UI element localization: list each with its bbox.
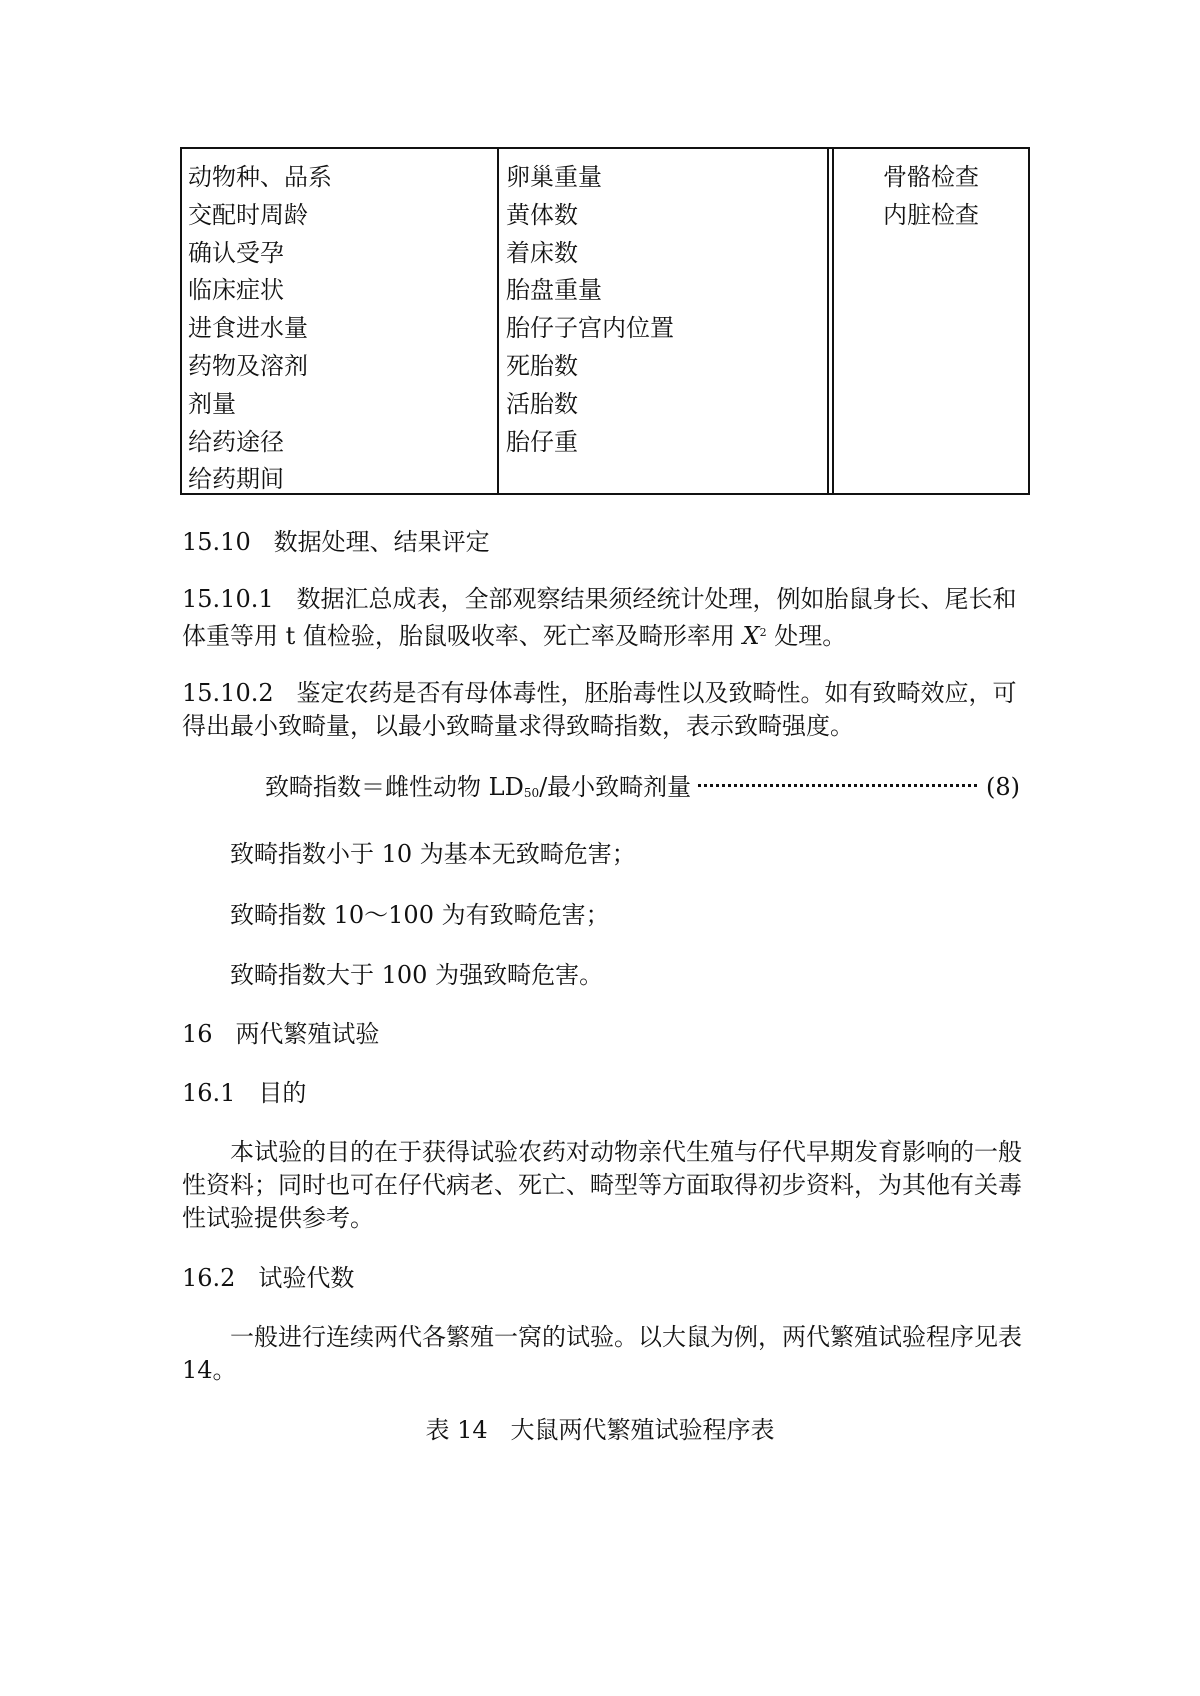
- section-title: 试验代数: [258, 1264, 355, 1292]
- section-heading-15-10: [182, 526, 1032, 559]
- section-number: 15.10.1: [182, 585, 274, 613]
- section-number: 16: [182, 1020, 213, 1048]
- table-cell: 活胎数: [506, 389, 578, 418]
- caption-label: 表 14: [425, 1416, 488, 1444]
- table-divider-2a: [827, 149, 829, 493]
- table-cell: 确认受孕: [188, 238, 284, 267]
- table-cell: 进食进水量: [188, 314, 308, 343]
- table-cell: 动物种、品系: [188, 163, 332, 191]
- section-number: 16.1: [182, 1079, 236, 1107]
- table-caption: [0, 1410, 1200, 1445]
- table-cell: 内脏检查: [883, 200, 979, 229]
- table-cell: 骨骼检查: [883, 163, 979, 191]
- table-cell: 给药途径: [188, 427, 284, 456]
- table-cell: 着床数: [506, 238, 578, 267]
- table-cell: 剂量: [188, 389, 236, 418]
- teratogenic-index-formula: [265, 770, 1020, 804]
- section-heading-16-2: [182, 1262, 1032, 1295]
- chi-square-symbol: X: [742, 622, 760, 650]
- ld-subscript: 50: [523, 786, 540, 800]
- criterion-2: 致畸指数 10～100 为有致畸危害；: [230, 901, 610, 929]
- section-heading-16-1: [182, 1077, 1032, 1110]
- paragraph-16-2: 一般进行连续两代各繁殖一窝的试验。以大鼠为例，两代繁殖试验程序见表 14。: [182, 1323, 1022, 1384]
- paragraph-16-1: 本试验的目的在于获得试验农药对动物亲代生殖与仔代早期发育影响的一般性资料；同时也可在仔代病老、死亡、畸型等方面取得初步资料，为其他有关毒性试验提供参考。: [182, 1138, 1022, 1232]
- paragraph-text: 鉴定农药是否有母体毒性，胚胎毒性以及致畸性。如有致畸效应，可得出最小致畸量，以最小致畸量求得致畸指数，表示致畸强度。: [182, 679, 1017, 740]
- section-title: 目的: [258, 1079, 307, 1107]
- table-column-3: [834, 159, 1028, 235]
- table-cell: 胎仔子宫内位置: [506, 314, 674, 343]
- table-cell: 卵巢重量: [506, 163, 602, 191]
- observation-table: [180, 147, 1030, 495]
- section-title: 两代繁殖试验: [235, 1020, 380, 1048]
- section-heading-16: [182, 1018, 1032, 1051]
- formula-expression: 致畸指数＝雌性动物 $LD_{50}/$最小致畸剂量: [265, 770, 697, 810]
- paragraph-15-10-2: [182, 677, 1032, 743]
- section-title: 数据处理、结果评定: [273, 528, 490, 556]
- paragraph-15-10-1: [182, 583, 1032, 653]
- table-cell: 胎盘重量: [506, 276, 602, 305]
- table-column-2: [506, 159, 674, 461]
- table-cell: 药物及溶剂: [188, 351, 308, 380]
- chi-square-exponent: 2: [759, 626, 767, 639]
- table-cell: 交配时周龄: [188, 200, 308, 229]
- paragraph-text: 数据汇总成表，全部观察结果须经统计处理，例如胎鼠身长、尾长和体重等用 t 值检验，胎鼠吸收率、死亡率及畸形率用: [182, 585, 1017, 650]
- table-column-1: [188, 159, 332, 499]
- table-cell: 胎仔重: [506, 427, 578, 456]
- table-cell: 给药期间: [188, 465, 284, 494]
- criterion-1: 致畸指数小于 10 为基本无致畸危害；: [230, 840, 636, 868]
- table-cell: 临床症状: [188, 276, 284, 305]
- paragraph-text: 处理。: [766, 622, 847, 650]
- section-number: 16.2: [182, 1264, 236, 1292]
- section-number: 15.10.2: [182, 679, 274, 707]
- section-number: 15.10: [182, 528, 251, 556]
- table-cell: 黄体数: [506, 200, 578, 229]
- equation-number: (8): [980, 770, 1020, 804]
- caption-title: 大鼠两代繁殖试验程序表: [510, 1416, 775, 1444]
- criterion-3: 致畸指数大于 100 为强致畸危害。: [230, 961, 604, 989]
- table-cell: 死胎数: [506, 351, 578, 380]
- table-divider-1: [497, 149, 499, 493]
